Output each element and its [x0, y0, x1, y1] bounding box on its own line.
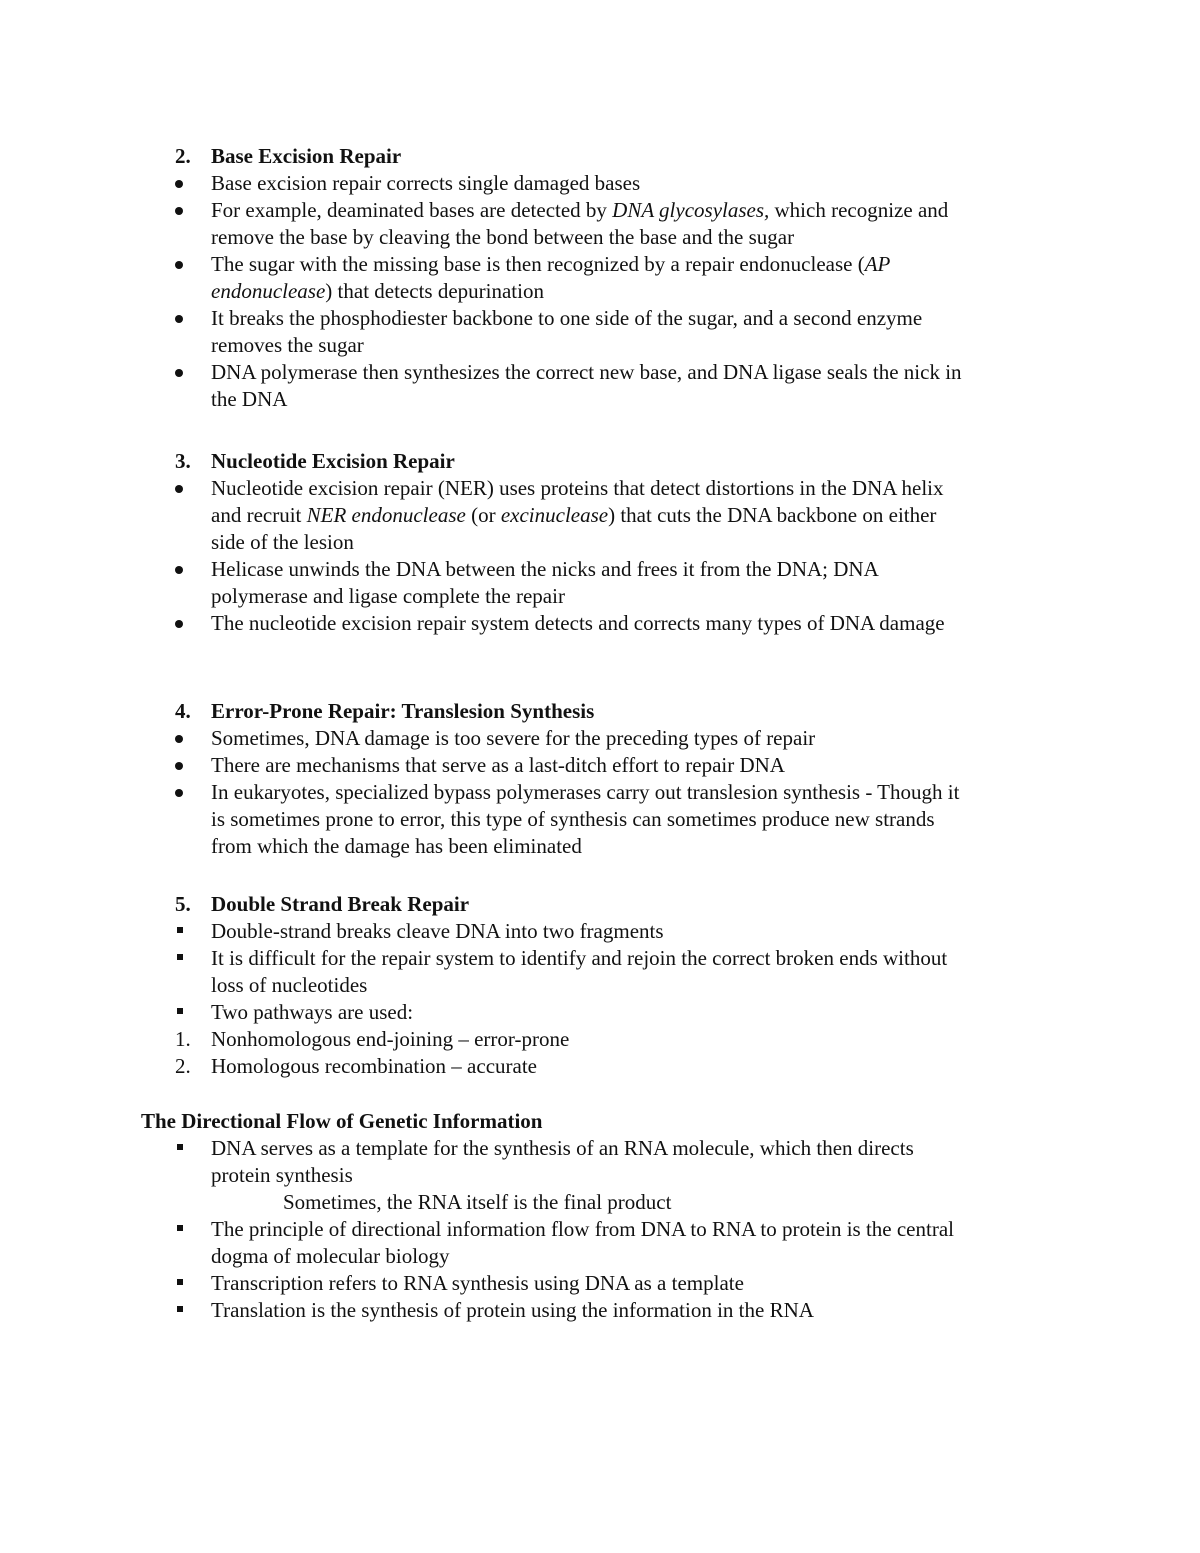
section-heading: Nucleotide Excision Repair [211, 449, 455, 473]
bullet-icon [175, 789, 183, 797]
numbered-item: 1. Nonhomologous end-joining – error-prone [175, 1027, 570, 1051]
section-nucleotide-excision-repair: 3. Nucleotide Excision Repair Nucleotide excision repair (NER) uses proteins that detect distortions in the DNA helix and recruit NER endonuclease (or excinuclease) that cuts the DNA backbone on either side of the lesion Helicase unwinds the DNA between the nicks and frees it from the DNA; DNA polymerase and ligase complete the repair The nucleotide excision repair system detects and corrects many types of DNA damage [0, 448, 1200, 637]
bullet-icon [175, 485, 183, 493]
section-heading: Base Excision Repair [211, 144, 402, 168]
bullet-item: Sometimes, DNA damage is too severe for the preceding types of repair [0, 725, 1200, 752]
bullet-icon [175, 315, 183, 323]
bullet-item: Transcription refers to RNA synthesis using DNA as a template [0, 1270, 1200, 1297]
section-heading: Error-Prone Repair: Translesion Synthesis [211, 699, 595, 723]
numbered-item: 2. Homologous recombination – accurate [175, 1054, 537, 1078]
bullet-item: The nucleotide excision repair system detects and corrects many types of DNA damage [0, 610, 1200, 637]
square-bullet-icon [177, 927, 183, 933]
section-number: 5. [175, 892, 191, 916]
square-bullet-icon [177, 1279, 183, 1285]
bullet-item: There are mechanisms that serve as a last-ditch effort to repair DNA [0, 752, 1200, 779]
bullet-item: The sugar with the missing base is then recognized by a repair endonuclease (AP [0, 251, 1200, 278]
bullet-item: It is difficult for the repair system to identify and rejoin the correct broken ends without [0, 945, 1200, 972]
bullet-item: In eukaryotes, specialized bypass polymerases carry out translesion synthesis - Though it [0, 779, 1200, 806]
bullet-item: Helicase unwinds the DNA between the nicks and frees it from the DNA; DNA [0, 556, 1200, 583]
bullet-item: For example, deaminated bases are detected by DNA glycosylases, which recognize and [0, 197, 1200, 224]
section-number: 2. [175, 144, 191, 168]
bullet-icon [175, 207, 183, 215]
square-bullet-icon [177, 1144, 183, 1150]
bullet-item: DNA polymerase then synthesizes the correct new base, and DNA ligase seals the nick in [0, 359, 1200, 386]
section-directional-flow: The Directional Flow of Genetic Information DNA serves as a template for the synthesis of an RNA molecule, which then directs protein synthesis Sometimes, the RNA itself is the final product The principle of directional information flow from DNA to RNA to protein is the central dogma of molecular biology Transcription refers to RNA synthesis using DNA as a template Translation is the synthesis of protein using the information in the RNA [0, 1108, 1200, 1324]
section-number: 3. [175, 449, 191, 473]
square-bullet-icon [177, 1306, 183, 1312]
bullet-icon [175, 261, 183, 269]
square-bullet-icon [177, 954, 183, 960]
bullet-icon [175, 735, 183, 743]
bullet-icon [175, 762, 183, 770]
bullet-item: Double-strand breaks cleave DNA into two fragments [0, 918, 1200, 945]
section-base-excision-repair: 2. Base Excision Repair Base excision repair corrects single damaged bases For example, deaminated bases are detected by DNA glycosylases, which recognize and remove the base by cleaving the bond between the base and the sugar The sugar with the missing base is then recognized by a repair endonuclease (AP endonuclease) that detects depurination It breaks the phosphodiester backbone to one side of the sugar, and a second enzyme removes the sugar DNA polymerase then synthesizes the correct new base, and DNA ligase seals the nick in the DNA [0, 143, 1200, 413]
section-heading: Double Strand Break Repair [211, 892, 470, 916]
bullet-item: Base excision repair corrects single damaged bases [0, 170, 1200, 197]
bullet-icon [175, 566, 183, 574]
bullet-icon [175, 369, 183, 377]
section-number: 4. [175, 699, 191, 723]
square-bullet-icon [177, 1225, 183, 1231]
square-bullet-icon [177, 1008, 183, 1014]
bullet-item: DNA serves as a template for the synthesis of an RNA molecule, which then directs [0, 1135, 1200, 1162]
bullet-item: It breaks the phosphodiester backbone to one side of the sugar, and a second enzyme [0, 305, 1200, 332]
bullet-icon [175, 180, 183, 188]
section-heading: The Directional Flow of Genetic Information [141, 1109, 543, 1133]
section-double-strand-break-repair: 5. Double Strand Break Repair Double-strand breaks cleave DNA into two fragments It is difficult for the repair system to identify and rejoin the correct broken ends without loss of nucleotides Two pathways are used: 1. Nonhomologous end-joining – error-prone 2. Homologous recombination – accurate [0, 891, 1200, 1080]
bullet-icon [175, 620, 183, 628]
bullet-item: Two pathways are used: [0, 999, 1200, 1026]
section-error-prone-repair: 4. Error-Prone Repair: Translesion Synthesis Sometimes, DNA damage is too severe for the preceding types of repair There are mechanisms that serve as a last-ditch effort to repair DNA In eukaryotes, specialized bypass polymerases carry out translesion synthesis - Though it is sometimes prone to error, this type of synthesis can sometimes produce new strands from which the damage has been eliminated [0, 698, 1200, 860]
bullet-item: The principle of directional information flow from DNA to RNA to protein is the central [0, 1216, 1200, 1243]
bullet-item: Translation is the synthesis of protein using the information in the RNA [0, 1297, 1200, 1324]
bullet-item: Nucleotide excision repair (NER) uses proteins that detect distortions in the DNA helix [0, 475, 1200, 502]
